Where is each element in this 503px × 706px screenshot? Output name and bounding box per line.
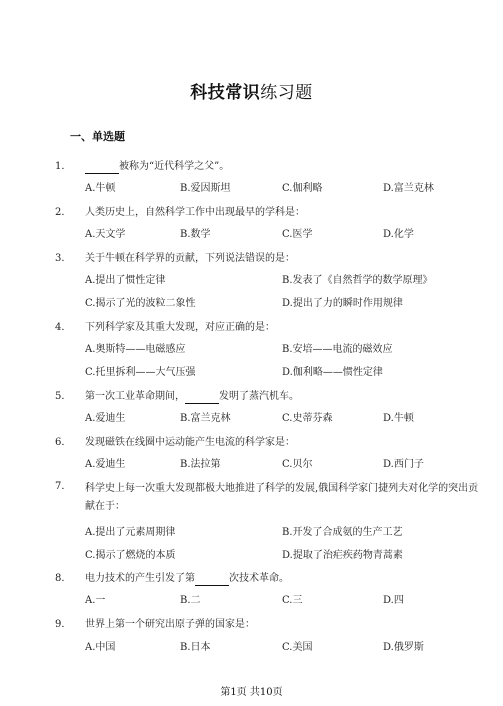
- question-text: [85, 572, 485, 586]
- page-title: [0, 78, 503, 103]
- option-a: A.提出了元素周期律: [85, 527, 176, 538]
- option-d: D.伽利略——惯性定律: [282, 367, 383, 378]
- option-c: C.医学: [282, 229, 313, 240]
- answer-blank: [195, 575, 229, 586]
- question-text: [85, 160, 485, 174]
- option-b: B.二: [180, 595, 201, 606]
- question-text: 科学史上每一次重大发现都极大地推进了科学的发展,俄国科学家门捷列夫对化学的突出贡献在于：: [85, 483, 479, 512]
- option-d: D.化学: [383, 229, 414, 240]
- option-c: C.托里拆利——大气压强: [85, 367, 196, 378]
- option-a: A.爱迪生: [85, 413, 126, 424]
- option-d: D.西门子: [383, 459, 424, 470]
- option-a: A.牛顿: [85, 183, 116, 194]
- option-a: A.爱迪生: [85, 459, 126, 470]
- question-text: [85, 390, 485, 404]
- option-b: B.开发了合成氨的生产工艺: [282, 527, 403, 538]
- question-text-post: 次技术革命。: [229, 573, 289, 584]
- option-d: D.富兰克林: [383, 183, 434, 194]
- title-rest: 练习题: [260, 83, 313, 103]
- page-footer: 第1页 共10页: [220, 687, 283, 698]
- option-c: C.揭示了光的波粒二象性: [85, 298, 196, 309]
- option-b: B.日本: [180, 642, 211, 653]
- question-text: 世界上第一个研究出原子弹的国家是：: [85, 619, 255, 630]
- question-number: 3．: [55, 253, 72, 264]
- option-b: B.富兰克林: [180, 413, 231, 424]
- option-c: C.三: [282, 595, 303, 606]
- option-d: D.提取了治疟疾药物青蒿素: [282, 550, 403, 561]
- option-a: A.天文学: [85, 229, 126, 240]
- option-d: D.提出了力的瞬时作用规律: [282, 298, 403, 309]
- option-a: A.中国: [85, 642, 116, 653]
- question-number: 5．: [55, 391, 72, 402]
- option-b: B.数学: [180, 229, 211, 240]
- question-text: 下列科学家及其重大发现，对应正确的是：: [85, 322, 275, 333]
- question-number: 8．: [55, 573, 72, 584]
- option-c: C.伽利略: [282, 183, 323, 194]
- option-c: C.贝尔: [282, 459, 313, 470]
- question-number: 9．: [55, 619, 72, 630]
- option-a: A.奥斯特——电磁感应: [85, 344, 186, 355]
- question-number: 1．: [55, 161, 72, 172]
- question-number: 4．: [55, 322, 72, 333]
- question-text-post: 被称为“近代科学之父”。: [119, 161, 230, 172]
- option-c: C.史蒂芬森: [282, 413, 333, 424]
- question-text-pre: 第一次工业革命期间，: [85, 391, 185, 402]
- question-text: 关于牛顿在科学界的贡献，下列说法错误的是：: [85, 253, 295, 264]
- question-number: 6．: [55, 437, 72, 448]
- option-d: D.俄罗斯: [383, 642, 424, 653]
- question-text: 人类历史上，自然科学工作中出现最早的学科是：: [85, 207, 305, 218]
- answer-blank: [185, 393, 219, 404]
- title-bold: 科技常识: [190, 83, 261, 103]
- option-b: B.法拉第: [180, 459, 221, 470]
- option-d: D.四: [383, 595, 404, 606]
- section-heading: 一、单选题: [70, 130, 125, 143]
- question-number: 2．: [55, 207, 72, 218]
- option-d: D.牛顿: [383, 413, 414, 424]
- question-text-pre: 电力技术的产生引发了第: [85, 573, 195, 584]
- option-b: B.安培——电流的磁效应: [282, 344, 393, 355]
- option-a: A.提出了惯性定律: [85, 275, 166, 286]
- option-b: B.爱因斯坦: [180, 183, 231, 194]
- option-b: B.发表了《自然哲学的数学原理》: [282, 275, 433, 286]
- question-number: 7．: [55, 481, 72, 492]
- answer-blank: [85, 163, 119, 174]
- question-text-post: 发明了蒸汽机车。: [219, 391, 299, 402]
- option-c: C.揭示了燃烧的本质: [85, 550, 176, 561]
- option-a: A.一: [85, 595, 106, 606]
- question-text: 发现磁铁在线圈中运动能产生电流的科学家是：: [85, 437, 295, 448]
- option-c: C.美国: [282, 642, 313, 653]
